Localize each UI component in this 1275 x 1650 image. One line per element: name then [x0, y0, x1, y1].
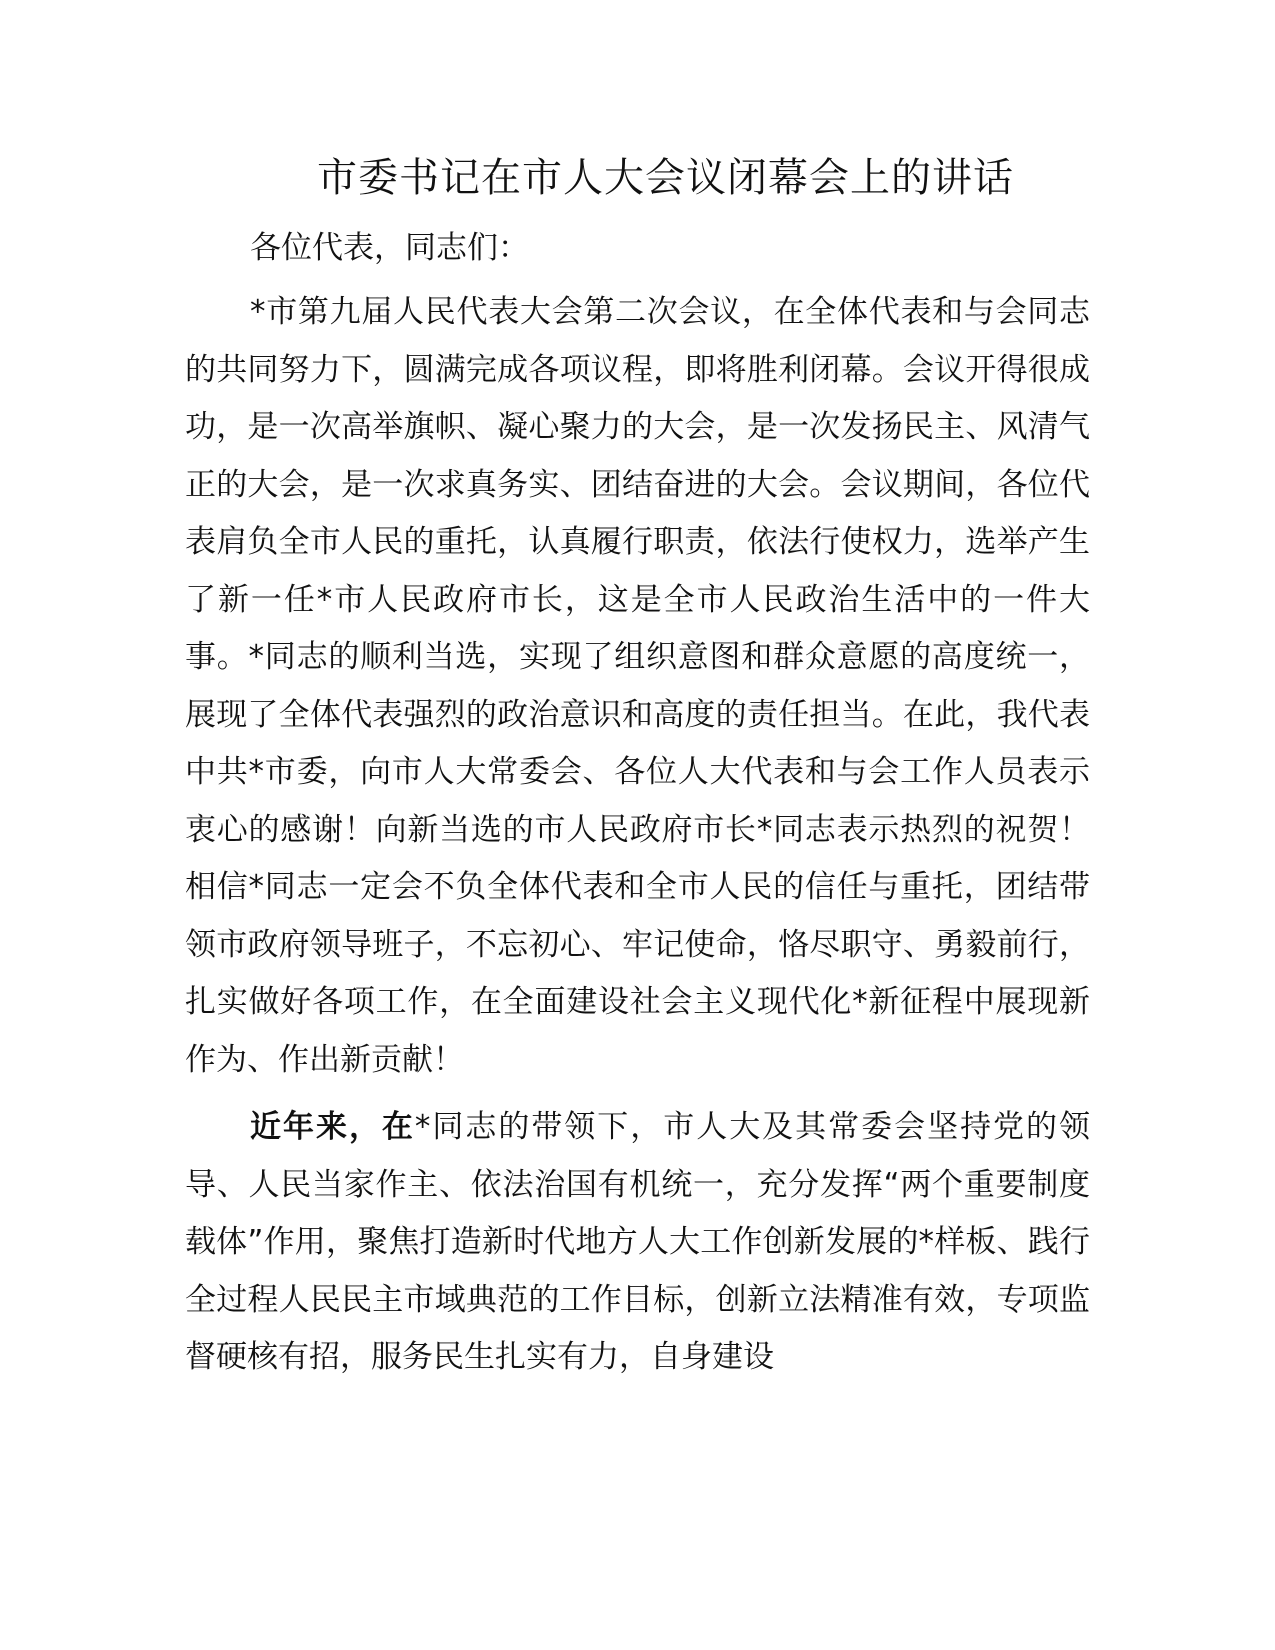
salutation: 各位代表，同志们： — [250, 230, 529, 266]
paragraph-2 — [185, 1099, 1090, 1387]
document-title: 市委书记在市人大会议闭幕会上的讲话 — [317, 155, 1014, 201]
paragraph-1: *市第九届人民代表大会第二次会议，在全体代表和与会同志的共同努力下，圆满完成各项议程，即将胜利闭幕。会议开得很成功，是一次高举旗帜、凝心聚力的大会，是一次发扬民主、风清气正的大会，是一次求真务实、团结奋进的大会。会议期间，各位代表肩负全市人民的重托，认真履行职责，依法行使权力，选举产生了新一任*市人民政府市长，这是全市人民政治生活中的一件大事。*同志的顺利当选，实现了组织意图和群众意愿的高度统一，展现了全体代表强烈的政治意识和高度的责任担当。在此，我代表中共*市委，向市人大常委会、各位人大代表和与会工作人员表示衷心的感谢！向新当选的市人民政府市长*同志表示热烈的祝贺！相信*同志一定会不负全体代表和全市人民的信任与重托，团结带领市政府领导班子，不忘初心、牢记使命，恪尽职守、勇毅前行，扎实做好各项工作，在全面建设社会主义现代化*新征程中展现新作为、作出新贡献！ — [185, 294, 1090, 1078]
paragraph-2-body: *同志的带领下，市人大及其常委会坚持党的领导、人民当家作主、依法治国有机统一，充分发挥“两个重要制度载体”作用，聚焦打造新时代地方人大工作创新发展的*样板、践行全过程人民民主市域典范的工作目标，创新立法精准有效，专项监督硬核有招，服务民生扎实有力，自身建设 — [185, 1109, 1091, 1375]
paragraph-2-lead: 近年来，在 — [250, 1109, 415, 1145]
document-page — [185, 150, 1090, 1387]
